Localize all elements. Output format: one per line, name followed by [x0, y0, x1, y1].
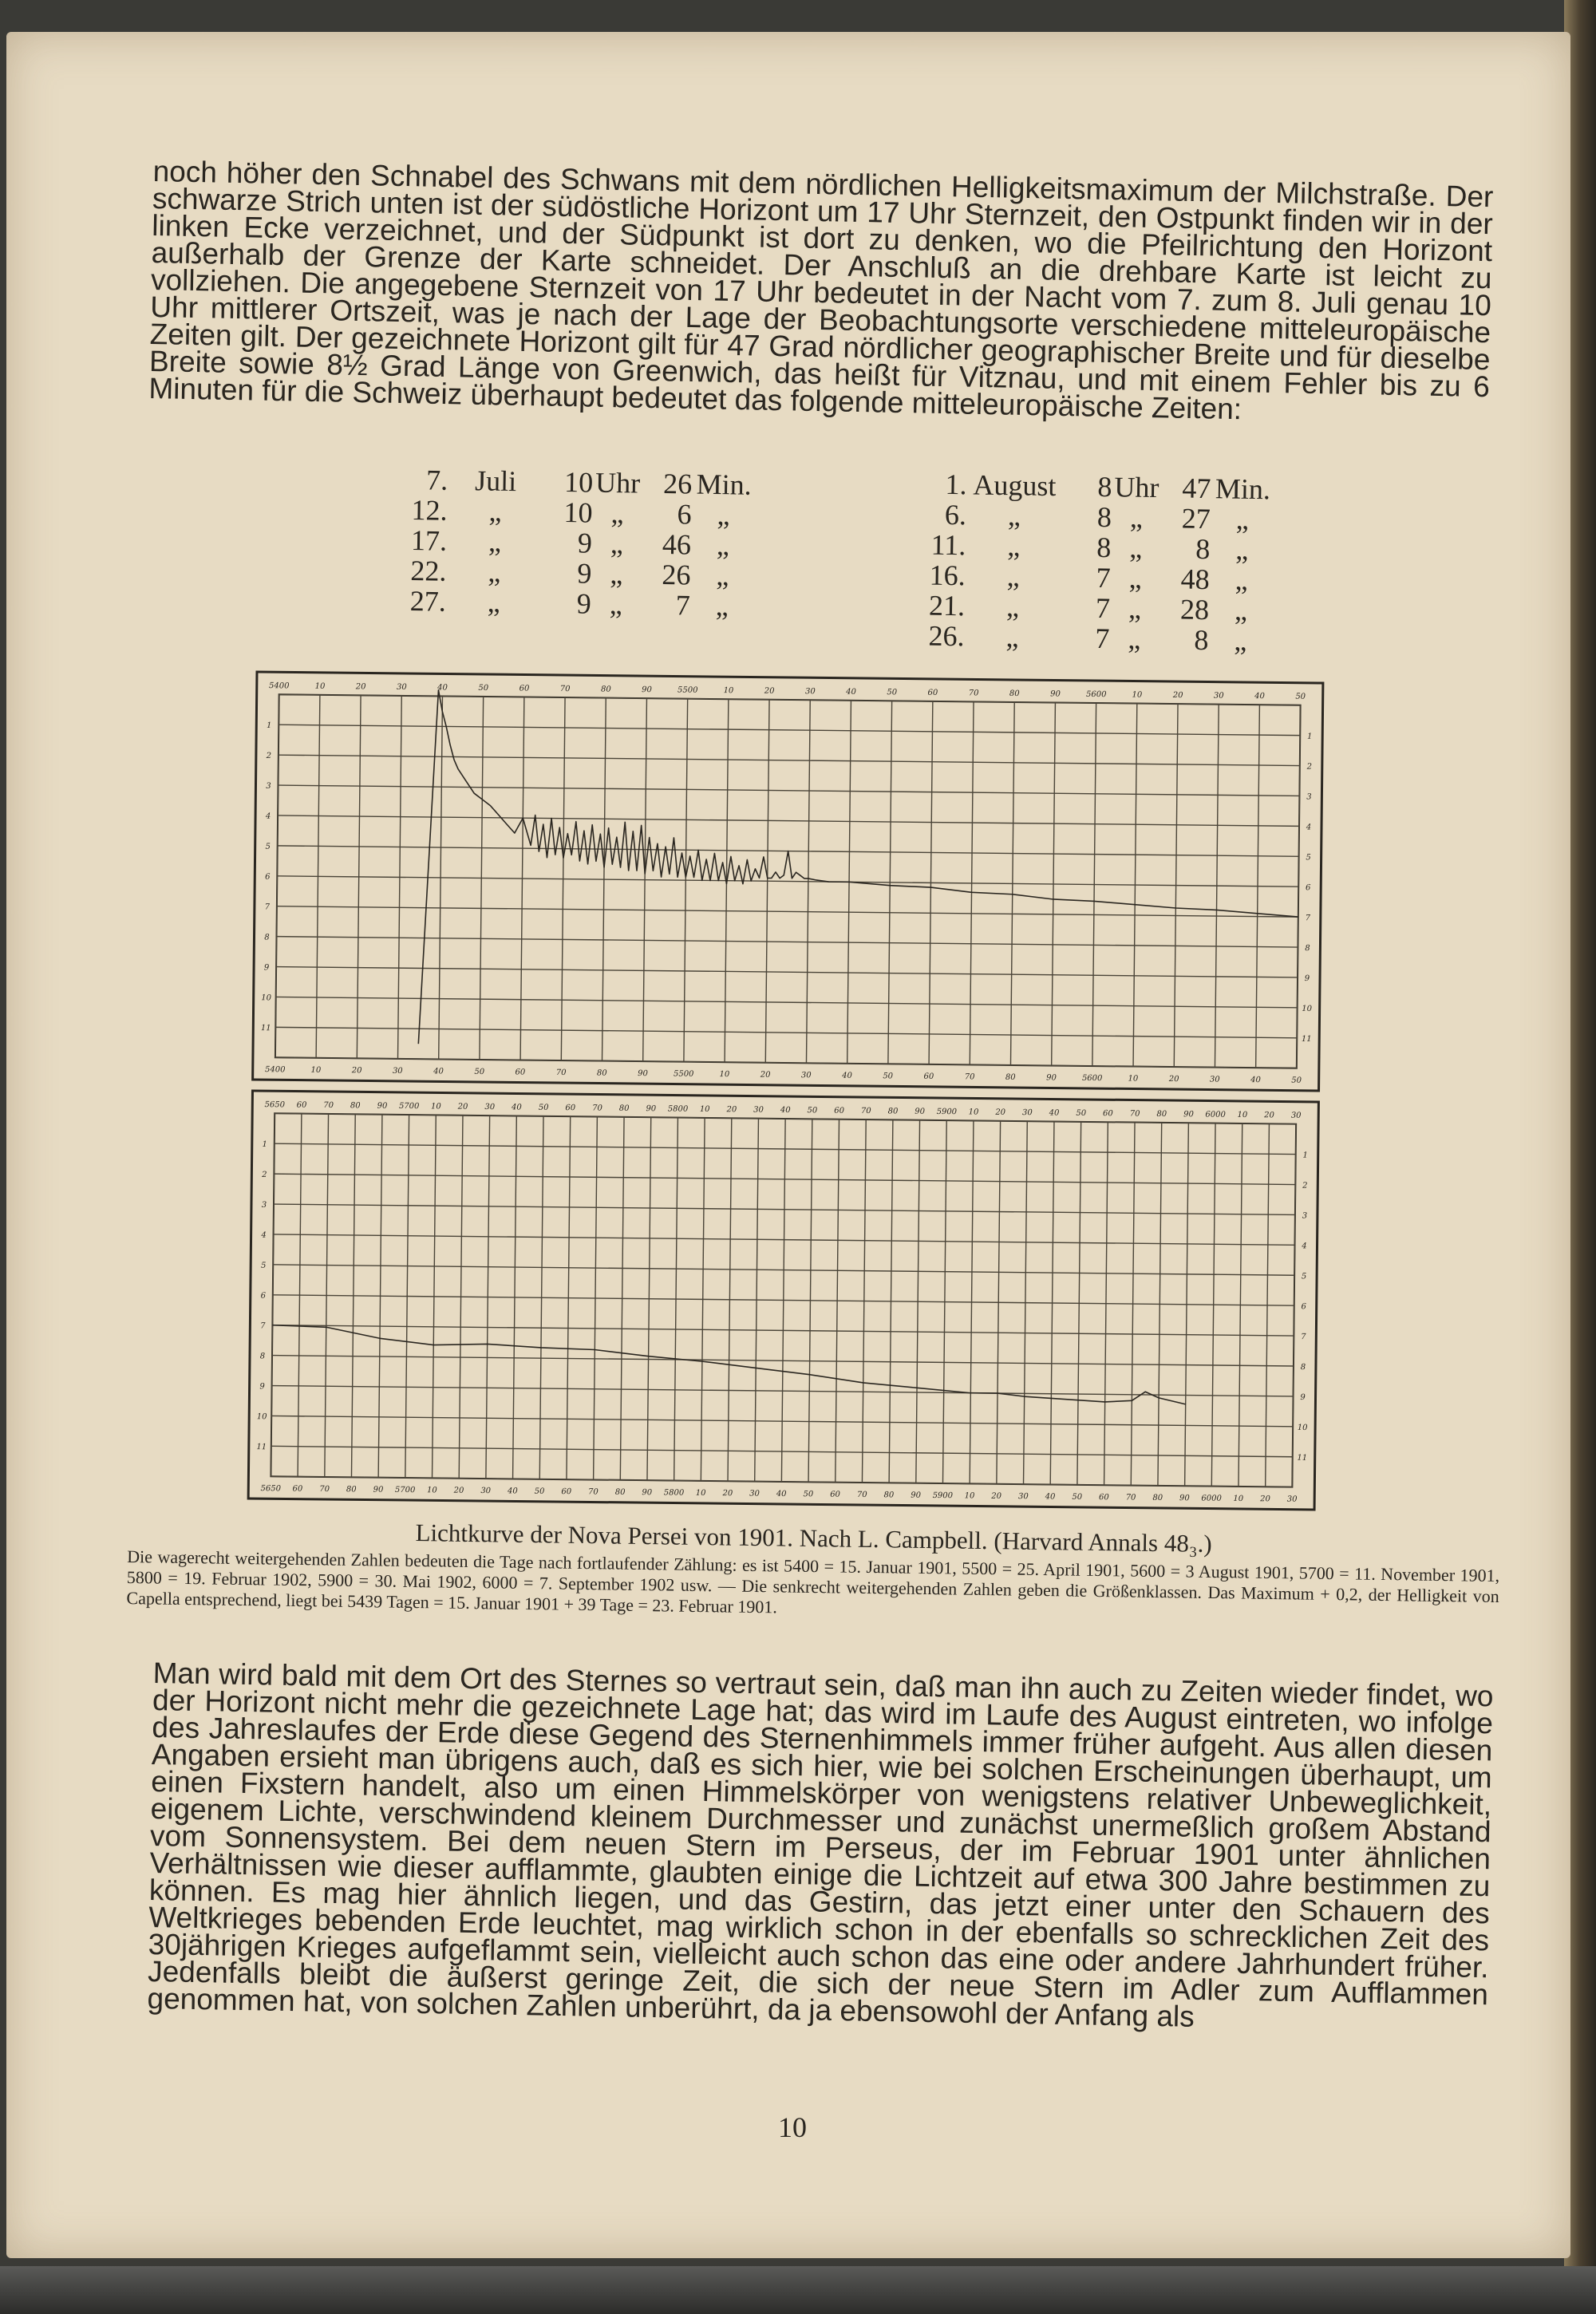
x-tick-label: 70: [588, 1487, 598, 1497]
x-tick-label: 40: [776, 1489, 787, 1499]
y-tick-label: 8: [1305, 944, 1310, 954]
y-tick-label: 10: [1302, 1004, 1313, 1014]
x-tick-label: 10: [968, 1108, 979, 1117]
x-tick-label: 90: [1183, 1110, 1194, 1119]
x-tick-label: 20: [726, 1105, 737, 1115]
gridline-horizontal: [277, 906, 1298, 917]
chart-panel-upper: [253, 672, 1323, 1091]
x-tick-label: 40: [433, 1067, 444, 1076]
y-tick-label: 3: [261, 1200, 267, 1210]
x-tick-label: 30: [1021, 1108, 1033, 1118]
time-cell: „: [488, 555, 501, 588]
x-tick-label: 10: [1128, 1074, 1139, 1084]
y-tick-label: 4: [1302, 1242, 1307, 1251]
x-tick-label: 5650: [260, 1484, 282, 1494]
y-tick-label: 3: [1302, 1211, 1308, 1221]
x-tick-label: 5400: [264, 1065, 286, 1075]
x-tick-label: 30: [396, 682, 407, 692]
time-cell: 48: [1180, 563, 1210, 596]
x-tick-label: 5800: [667, 1104, 689, 1114]
x-tick-label: 50: [478, 683, 489, 693]
time-cell: 6.: [944, 498, 967, 531]
time-cell: „: [610, 527, 624, 560]
time-cell: „: [717, 499, 730, 531]
x-tick-label: 40: [1045, 1492, 1056, 1502]
x-tick-label: 50: [807, 1106, 818, 1116]
y-tick-label: 7: [260, 1321, 266, 1331]
x-tick-label: 10: [426, 1486, 437, 1495]
x-tick-label: 5400: [269, 681, 290, 691]
time-cell: „: [610, 557, 623, 590]
x-tick-label: 10: [1132, 690, 1143, 700]
time-cell: „: [610, 496, 624, 530]
time-cell: „: [715, 590, 729, 622]
time-row: [366, 585, 755, 622]
x-tick-label: 50: [1076, 1108, 1087, 1118]
time-cell: 28: [1179, 593, 1210, 626]
light-curve-figure: [247, 670, 1325, 1511]
y-tick-label: 6: [1301, 1302, 1306, 1312]
time-cell: „: [1005, 621, 1019, 654]
x-tick-label: 60: [515, 1068, 526, 1077]
y-tick-label: 4: [265, 811, 271, 821]
gridline-horizontal: [275, 1027, 1297, 1037]
y-tick-label: 9: [263, 963, 270, 973]
x-tick-label: 10: [430, 1102, 441, 1112]
x-tick-label: 80: [614, 1487, 626, 1497]
x-tick-label: 70: [1125, 1493, 1136, 1503]
x-tick-label: 20: [995, 1108, 1006, 1117]
x-tick-label: 60: [923, 1072, 934, 1081]
x-tick-label: 50: [887, 688, 898, 697]
time-cell: „: [1235, 563, 1248, 596]
time-cell: 8: [1097, 470, 1112, 503]
x-tick-label: 40: [1049, 1108, 1060, 1118]
x-tick-label: 30: [749, 1489, 760, 1499]
y-tick-label: 4: [1306, 823, 1312, 832]
x-tick-label: 5500: [673, 1069, 694, 1079]
time-cell: 7.: [425, 464, 448, 496]
time-cell: August: [973, 468, 1057, 503]
caption-note: Die wagerecht weitergehenden Zahlen bedeuten die Tage nach fortlaufender Zählung: es ist 5400 = 15. Januar 1901, 5500 = 25. April 1901, 5600 = 3 August 1901, 5700 = 11. November 1901, 5800 = 19. Februar 1902, 5900 = 30. Mai 1902, 6000 = 7. September 1902 usw. — Die senkrecht weitergehenden Zahlen geben die Größenklassen. Das Maximum + 0,2, der Helligkeit von Capella entsprechend, liegt bei 5439 Tagen = 15. Januar 1901 + 39 Tage = 23. Februar 1901.: [126, 1546, 1500, 1617]
x-tick-label: 20: [453, 1486, 464, 1495]
y-tick-label: 2: [1302, 1181, 1308, 1191]
times-table-august: [828, 468, 1275, 657]
x-tick-label: 6000: [1201, 1494, 1222, 1503]
y-tick-label: 3: [266, 781, 271, 791]
x-tick-label: 40: [507, 1487, 518, 1496]
x-tick-label: 30: [392, 1066, 403, 1076]
y-tick-label: 6: [265, 872, 271, 882]
x-tick-label: 70: [856, 1490, 867, 1500]
y-tick-label: 5: [1306, 853, 1311, 863]
time-cell: „: [1006, 560, 1021, 593]
x-tick-label: 10: [1237, 1110, 1248, 1120]
x-tick-label: 10: [314, 681, 326, 691]
x-tick-label: 40: [512, 1103, 522, 1112]
x-tick-label: 60: [1103, 1109, 1113, 1119]
time-cell: 10: [563, 496, 593, 529]
y-tick-label: 7: [1301, 1333, 1306, 1342]
x-tick-label: 80: [1152, 1493, 1163, 1503]
x-tick-label: 20: [760, 1070, 771, 1080]
x-tick-label: 50: [1295, 692, 1306, 701]
time-cell: 27: [1181, 502, 1211, 535]
time-cell: 47: [1182, 472, 1211, 505]
x-tick-label: 70: [559, 684, 571, 694]
time-cell: „: [1234, 594, 1248, 626]
x-tick-label: 50: [534, 1487, 545, 1496]
time-cell: Min.: [696, 468, 752, 501]
time-cell: 9: [576, 587, 592, 620]
x-tick-label: 80: [346, 1485, 357, 1495]
x-tick-label: 90: [377, 1101, 388, 1111]
paragraph-text: noch höher den Schnabel des Schwans mit dem nördlichen Helligkeitsmaximum der Milchstraße. Der schwarze Strich unten ist der südöstliche Horizont um 17 Uhr Sternzeit, den Ostpunkt finden wir in der linken Ecke verzeichnet, und der Südpunkt ist dort zu denken, wo die Pfeilrichtung den Horizont außerhalb der Grenze der Karte schneidet. Der Anschluß an die drehbare Karte ist leicht zu vollziehen. Die angegebene Sternzeit von 17 Uhr bedeutet in der Nacht vom 7. zum 8. Juli genau 10 Uhr mittlerer Ortszeit, was je nach der Lage der Beobachtungsorte verschiedene mitteleuropäische Zeiten gilt. Der gezeichnete Horizont gilt für 47 Grad nördlicher geographischer Breite und für dieselbe Breite sowie 8½ Grad Länge von Greenwich, das heißt für Vitznau, und mit einem Fehler bis zu 6 Minuten für die Schweiz überhaupt bedeutet das folgende mitteleuropäische Zeiten:: [148, 155, 1494, 426]
x-tick-label: 60: [834, 1106, 845, 1116]
time-cell: 46: [662, 527, 692, 561]
y-tick-label: 9: [1304, 974, 1310, 984]
time-cell: 7: [1095, 622, 1110, 655]
x-tick-label: 5700: [394, 1485, 416, 1495]
y-tick-label: 6: [1305, 883, 1311, 893]
time-cell: 7: [1096, 561, 1112, 594]
y-tick-label: 1: [267, 721, 272, 731]
x-tick-label: 70: [968, 689, 979, 698]
time-cell: „: [1128, 562, 1142, 594]
time-cell: „: [609, 587, 623, 621]
x-tick-label: 20: [991, 1491, 1002, 1501]
time-cell: 26: [662, 468, 693, 500]
top-paragraph: [148, 155, 1494, 428]
x-tick-label: 80: [1009, 689, 1020, 699]
time-cell: 8: [1096, 500, 1112, 534]
time-cell: „: [1128, 531, 1143, 564]
x-tick-label: 20: [1168, 1075, 1179, 1084]
y-tick-label: 8: [259, 1352, 266, 1361]
x-tick-label: 5600: [1081, 1073, 1103, 1084]
time-cell: „: [716, 529, 730, 562]
y-tick-label: 1: [1302, 1151, 1308, 1160]
time-cell: „: [1129, 501, 1144, 534]
x-tick-label: 80: [596, 1068, 607, 1078]
x-tick-label: 60: [296, 1100, 307, 1110]
x-tick-label: 80: [618, 1104, 630, 1113]
x-tick-label: 70: [323, 1100, 334, 1111]
y-tick-label: 5: [260, 1261, 267, 1270]
x-tick-label: 20: [1260, 1495, 1270, 1504]
time-cell: „: [1006, 530, 1021, 563]
x-tick-label: 20: [457, 1102, 468, 1112]
x-tick-label: 50: [803, 1490, 814, 1499]
x-tick-label: 90: [642, 685, 652, 695]
x-tick-label: 70: [1129, 1109, 1140, 1119]
x-tick-label: 90: [1050, 689, 1061, 699]
x-tick-label: 20: [351, 1066, 362, 1076]
y-tick-label: 8: [1300, 1363, 1306, 1372]
x-tick-label: 10: [719, 1070, 730, 1080]
y-tick-label: 9: [259, 1382, 265, 1392]
gridline-horizontal: [277, 876, 1298, 887]
x-tick-label: 40: [846, 687, 856, 697]
x-tick-label: 5800: [663, 1488, 685, 1498]
time-cell: „: [1005, 590, 1020, 623]
figure-caption: [126, 1514, 1499, 1628]
light-curve-chart: [247, 670, 1325, 1511]
paragraph-text: Man wird bald mit dem Ort des Sternes so vertraut sein, daß man ihn auch zu Zeiten wieder findet, wo der Horizont nicht mehr die gezeichnete Lage hat; das wird im Laufe des August eintreten, wo infolge des Jahreslaufes der Erde diese Gegend des Sternenhimmels immer früher aufgeht. Aus allen diesen Angaben ersieht man übrigens auch, daß es sich hier, wie bei solchen Erscheinungen überhaupt, um einen Fixstern handelt, also um einen Himmelskörper von wenigstens relativer Unbeweglichkeit, eigenem Lichte, verschwindend kleinem Durchmesser und zunächst unermeßlich großem Abstand vom Sonnensystem. Bei dem neuen Stern im Perseus, der im Februar 1901 unter ähnlichen Verhältnissen wie dieser aufflammte, glaubten einige die Lichtzeit auf etwa 300 Jahre bestimmen zu können. Es mag hier ähnlich liegen, und das Gestirn, das jetzt einer unter den Schauern des Weltkrieges bebenden Erde leuchtet, mag wirklich schon in der ebenfalls so schrecklichen Zeit des 30jährigen Krieges aufgeflammt sein, vielleicht auch schon das eine oder andere Jahrhundert früher. Jedenfalls bleibt die äußerst geringe Zeit, die sich der neue Stern im Adler zum Aufflammen genommen hat, von solchen Zahlen unberührt, da ja ebensowohl der Anfang als: [147, 1657, 1494, 2033]
x-tick-label: 30: [1017, 1492, 1029, 1502]
x-tick-label: 90: [1046, 1073, 1057, 1083]
x-tick-label: 50: [474, 1067, 485, 1077]
time-cell: 16.: [929, 559, 966, 592]
gridline-horizontal: [278, 785, 1299, 796]
chart-panel-lower: [248, 1091, 1318, 1510]
y-tick-label: 4: [261, 1230, 267, 1240]
page-number: 10: [778, 2111, 807, 2143]
x-tick-label: 40: [437, 683, 448, 693]
time-cell: 27.: [409, 585, 447, 618]
x-tick-label: 10: [1233, 1494, 1244, 1504]
x-tick-label: 10: [699, 1104, 710, 1114]
time-cell: 26.: [928, 619, 965, 653]
y-tick-label: 7: [1305, 914, 1311, 923]
x-tick-label: 20: [722, 1489, 733, 1499]
y-tick-label: 2: [1306, 762, 1313, 772]
x-tick-label: 90: [915, 1107, 926, 1116]
x-tick-label: 30: [804, 687, 816, 697]
time-cell: 22.: [410, 555, 447, 587]
x-tick-label: 10: [310, 1065, 322, 1075]
time-cell: „: [488, 495, 502, 527]
x-tick-label: 30: [753, 1105, 764, 1115]
gridline-horizontal: [279, 725, 1300, 735]
x-tick-label: 10: [723, 686, 734, 696]
time-cell: 10: [563, 466, 594, 499]
y-tick-label: 9: [1300, 1393, 1306, 1403]
y-tick-label: 11: [260, 1024, 271, 1033]
gridline-horizontal: [275, 1057, 1297, 1068]
y-tick-label: 10: [261, 993, 272, 1003]
time-cell: „: [716, 559, 729, 592]
times-table-july: [366, 464, 757, 622]
time-cell: „: [1128, 592, 1142, 625]
x-tick-label: 70: [860, 1106, 871, 1116]
x-tick-label: 80: [887, 1107, 899, 1116]
time-cell: 17.: [410, 524, 448, 557]
x-tick-label: 30: [1213, 691, 1224, 701]
x-tick-label: 90: [646, 1104, 657, 1114]
x-tick-label: 90: [638, 1069, 648, 1079]
x-tick-label: 30: [1209, 1075, 1220, 1084]
x-tick-label: 5900: [932, 1491, 954, 1501]
time-cell: 6: [677, 498, 692, 531]
x-tick-label: 40: [1250, 1076, 1261, 1085]
y-tick-label: 11: [1301, 1034, 1312, 1044]
x-tick-label: 10: [695, 1488, 706, 1498]
x-tick-label: 5500: [677, 685, 698, 695]
y-tick-label: 11: [256, 1443, 267, 1452]
y-tick-label: 5: [1301, 1272, 1307, 1281]
x-tick-label: 5600: [1085, 689, 1107, 700]
x-tick-label: 80: [883, 1491, 895, 1500]
x-tick-label: 50: [538, 1103, 549, 1112]
x-tick-label: 5900: [936, 1107, 958, 1117]
time-cell: „: [488, 525, 502, 558]
time-cell: 8: [1195, 532, 1211, 566]
x-tick-label: 60: [292, 1484, 303, 1494]
x-tick-label: 60: [561, 1487, 572, 1497]
gridline-horizontal: [277, 937, 1298, 947]
book-edge: [0, 2266, 1596, 2314]
x-tick-label: 70: [964, 1072, 975, 1082]
x-tick-label: 5650: [264, 1100, 286, 1110]
x-tick-label: 90: [1179, 1494, 1190, 1503]
x-tick-label: 80: [1156, 1109, 1167, 1119]
time-cell: 12.: [411, 494, 448, 527]
time-cell: Min.: [1215, 472, 1271, 506]
x-tick-label: 40: [1254, 692, 1265, 701]
y-tick-label: 10: [256, 1412, 267, 1422]
x-tick-label: 70: [592, 1104, 602, 1113]
time-cell: 9: [577, 557, 592, 590]
time-cell: „: [1235, 503, 1250, 535]
x-tick-label: 80: [600, 685, 611, 694]
x-tick-label: 90: [642, 1488, 653, 1498]
time-cell: 8: [1194, 623, 1209, 657]
x-tick-label: 30: [484, 1103, 496, 1112]
y-tick-label: 1: [1306, 732, 1313, 741]
x-tick-label: 20: [1264, 1111, 1274, 1120]
x-tick-label: 50: [883, 1072, 894, 1081]
x-tick-label: 90: [911, 1491, 922, 1500]
time-cell: 9: [577, 527, 593, 559]
gridline-horizontal: [276, 967, 1298, 977]
gridline-horizontal: [276, 997, 1298, 1007]
y-tick-label: 1: [262, 1140, 268, 1150]
y-tick-label: 7: [264, 902, 271, 912]
x-tick-label: 80: [1005, 1072, 1016, 1083]
y-tick-label: 3: [1306, 792, 1312, 802]
time-cell: 7: [675, 589, 691, 622]
time-cell: Uhr: [595, 466, 641, 500]
y-tick-label: 10: [1297, 1423, 1308, 1433]
x-tick-label: 60: [565, 1104, 576, 1113]
x-tick-label: 10: [964, 1491, 975, 1501]
x-tick-label: 20: [1172, 691, 1183, 701]
time-cell: 1.: [945, 468, 967, 501]
x-tick-label: 20: [355, 682, 366, 692]
x-tick-label: 30: [480, 1487, 492, 1496]
x-tick-label: 40: [780, 1105, 791, 1116]
time-cell: 7: [1095, 591, 1111, 625]
x-tick-label: 50: [1291, 1076, 1302, 1085]
time-cell: „: [1235, 533, 1249, 566]
time-cell: 8: [1096, 531, 1112, 564]
time-cell: 26: [662, 558, 691, 591]
gridline-horizontal: [279, 755, 1300, 765]
time-cell: Juli: [474, 464, 517, 498]
x-tick-label: 6000: [1205, 1110, 1226, 1119]
x-tick-label: 20: [764, 686, 775, 696]
x-tick-label: 40: [842, 1071, 852, 1080]
y-tick-label: 2: [262, 1170, 267, 1180]
x-tick-label: 30: [1290, 1111, 1302, 1120]
caption-title: Lichtkurve der Nova Persei von 1901. Nach L. Campbell. (Harvard Annals 48₃.): [415, 1518, 1212, 1558]
x-tick-label: 90: [373, 1485, 384, 1495]
x-tick-label: 70: [319, 1484, 330, 1495]
y-tick-label: 11: [1297, 1453, 1308, 1463]
time-cell: 11.: [930, 528, 966, 562]
time-cell: „: [1007, 500, 1021, 532]
x-tick-label: 5700: [398, 1101, 420, 1112]
y-tick-label: 5: [265, 842, 271, 851]
x-tick-label: 30: [1286, 1495, 1298, 1504]
time-cell: „: [1234, 624, 1247, 657]
y-tick-label: 2: [266, 751, 272, 761]
x-tick-label: 70: [555, 1068, 567, 1078]
time-cell: 21.: [928, 589, 966, 622]
time-cell: „: [487, 586, 501, 618]
x-tick-label: 50: [1072, 1492, 1083, 1502]
x-tick-label: 60: [519, 684, 530, 693]
x-tick-label: 80: [350, 1101, 361, 1111]
x-tick-label: 60: [830, 1490, 841, 1499]
x-tick-label: 60: [927, 688, 938, 697]
x-tick-label: 30: [800, 1071, 812, 1080]
x-tick-label: 60: [1098, 1493, 1109, 1503]
bottom-paragraph: [147, 1657, 1494, 2036]
time-cell: Uhr: [1114, 471, 1159, 504]
time-cell: „: [1128, 622, 1141, 655]
y-tick-label: 8: [264, 933, 270, 942]
y-tick-label: 6: [260, 1291, 267, 1301]
